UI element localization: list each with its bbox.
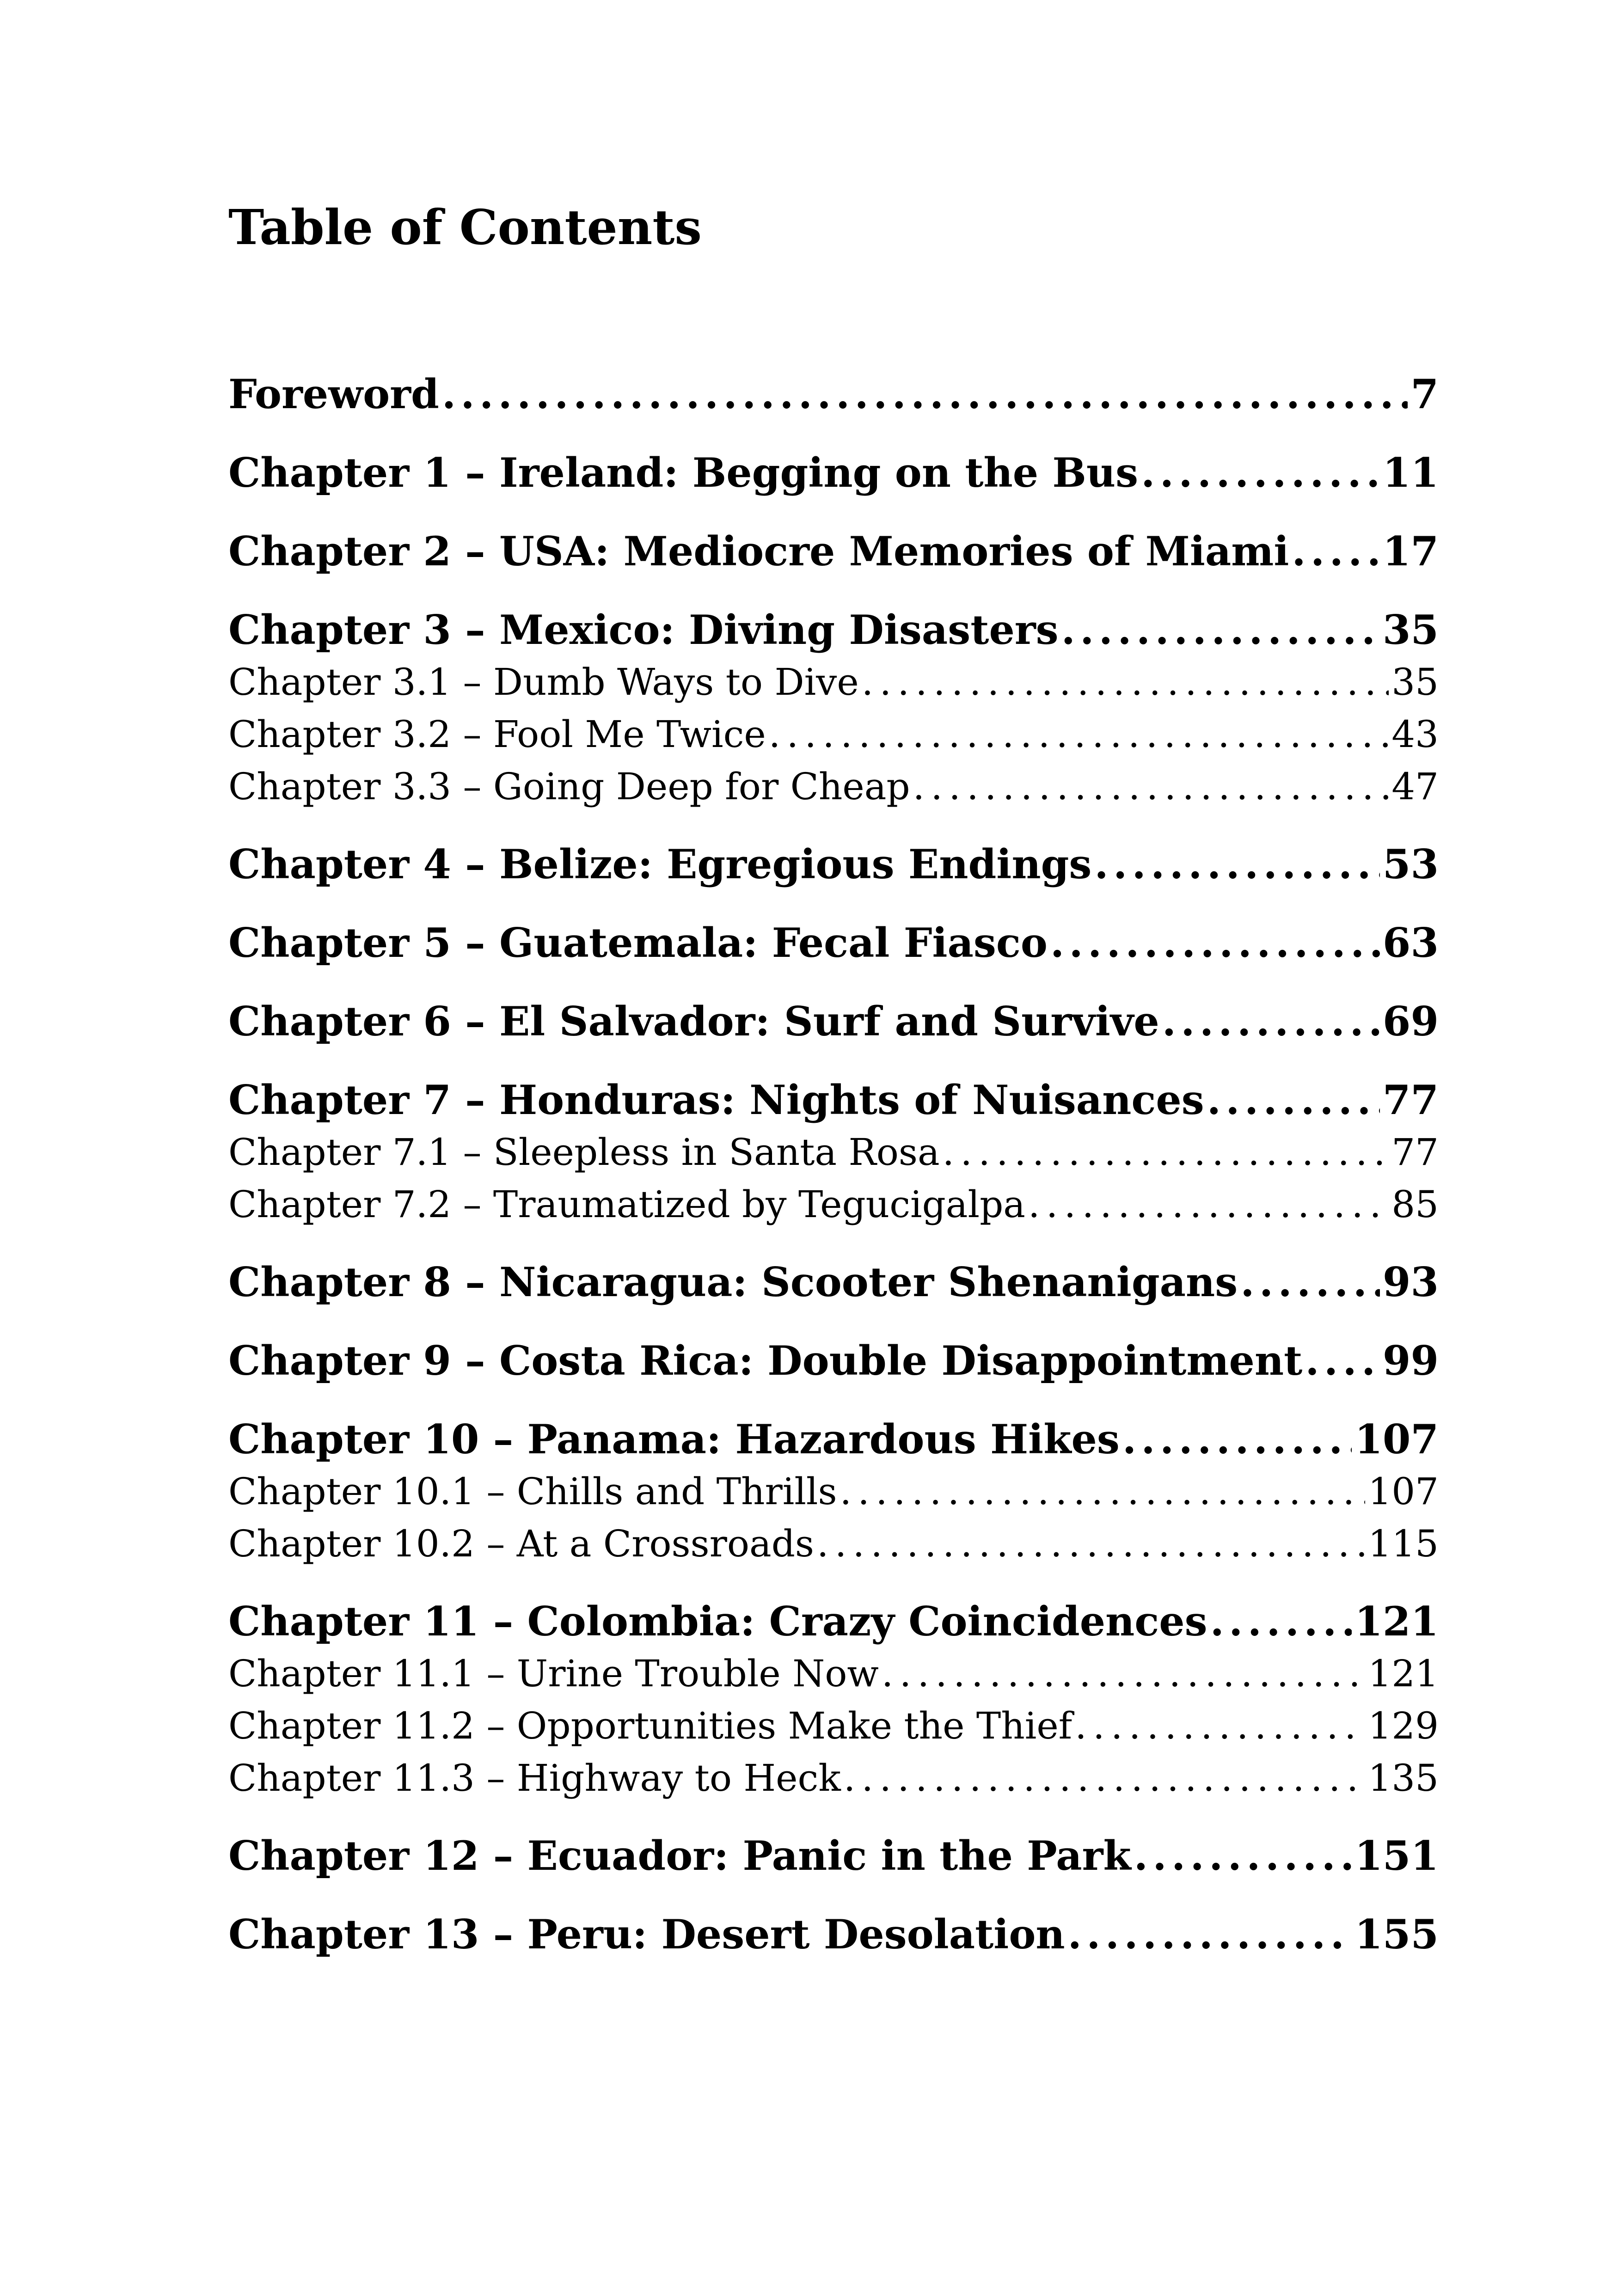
toc-entry-page: 43 [1391,713,1439,756]
toc-subentry [228,656,1439,708]
toc-subentry [228,1648,1439,1700]
toc-entry [228,521,1439,582]
toc-entry-title: Chapter 7.2 – Traumatized by Tegucigalpa [228,1183,1025,1226]
toc-entry [228,600,1439,660]
toc-entry [228,1331,1439,1391]
dot-leader [1094,834,1380,894]
toc-entry [228,443,1439,503]
toc-entry-page: 129 [1368,1704,1439,1747]
toc-subentry [228,1179,1439,1231]
toc-entry-page: 17 [1382,527,1439,575]
toc-entry-title: Chapter 3.3 – Going Deep for Cheap [228,765,910,808]
toc-entry-page: 121 [1368,1652,1439,1695]
toc-entry-title: Chapter 11.1 – Urine Trouble Now [228,1652,879,1695]
toc-entry-page: 53 [1382,840,1439,888]
toc-entry-title: Chapter 9 – Costa Rica: Double Disappointment [228,1337,1303,1384]
dot-leader [817,1518,1365,1570]
toc-entry-page: 155 [1354,1910,1439,1958]
toc-subentry [228,761,1439,813]
toc-entry-title: Chapter 3.2 – Fool Me Twice [228,713,766,756]
dot-leader [1210,1592,1352,1652]
dot-leader [1141,443,1380,503]
toc-entry [228,1826,1439,1886]
toc-entry-page: 107 [1368,1470,1439,1513]
toc-entry [228,1904,1439,1965]
dot-leader [943,1127,1389,1178]
toc-subentry [228,1127,1439,1178]
dot-leader [1075,1700,1365,1752]
toc-entry [228,1252,1439,1312]
toc-entry-page: 35 [1391,661,1439,704]
toc-entry-page: 47 [1391,765,1439,808]
dot-leader [1305,1331,1380,1391]
dot-leader [1028,1179,1389,1231]
toc-entry-title: Chapter 10.2 – At a Crossroads [228,1522,814,1565]
toc-subentry [228,1700,1439,1752]
toc-entry-page: 115 [1368,1522,1439,1565]
toc-entry-title: Chapter 5 – Guatemala: Fecal Fiasco [228,919,1048,967]
toc-entry [228,834,1439,894]
toc-subentry [228,1518,1439,1570]
toc-subentry [228,1752,1439,1804]
dot-leader [844,1752,1365,1804]
toc-entry-page: 11 [1382,449,1439,496]
dot-leader [1162,992,1380,1052]
toc-entry-title: Chapter 4 – Belize: Egregious Endings [228,840,1092,888]
toc-entry-page: 121 [1354,1598,1439,1645]
toc-entry-page: 107 [1354,1415,1439,1463]
toc-entry-page: 77 [1382,1076,1439,1124]
toc-entry-title: Chapter 11.2 – Opportunities Make the Thief [228,1704,1073,1747]
toc-subentry [228,709,1439,760]
dot-leader [1068,1904,1352,1965]
dot-leader [840,1466,1366,1518]
dot-leader [1207,1070,1380,1130]
toc-entry-title: Chapter 11.3 – Highway to Heck [228,1757,841,1800]
toc-entry-title: Chapter 13 – Peru: Desert Desolation [228,1910,1065,1958]
dot-leader [862,656,1389,708]
toc-entry [228,1409,1439,1469]
toc-entry-title: Chapter 12 – Ecuador: Panic in the Park [228,1832,1131,1880]
toc-entry-page: 69 [1382,998,1439,1045]
toc-entry [228,992,1439,1052]
toc-entry-title: Chapter 1 – Ireland: Begging on the Bus [228,449,1139,496]
dot-leader [1061,600,1380,660]
dot-leader [1240,1252,1380,1312]
dot-leader [1122,1409,1352,1469]
toc-entry-page: 63 [1382,919,1439,967]
dot-leader [1292,521,1380,582]
toc-entry-page: 151 [1354,1832,1439,1880]
toc-entry [228,913,1439,973]
dot-leader [913,761,1389,813]
toc-entry [228,1070,1439,1130]
toc-entry-title: Chapter 7.1 – Sleepless in Santa Rosa [228,1131,940,1174]
page-title: Table of Contents [228,199,702,256]
dot-leader [882,1648,1365,1700]
dot-leader [769,709,1389,760]
toc-entry [228,364,1439,424]
toc-entry-title: Chapter 6 – El Salvador: Surf and Survive [228,998,1159,1045]
toc-entry [228,1592,1439,1652]
toc-entry-title: Foreword [228,370,439,418]
toc-entry-title: Chapter 10.1 – Chills and Thrills [228,1470,837,1513]
toc-entry-title: Chapter 3 – Mexico: Diving Disasters [228,606,1059,654]
toc-entry-title: Chapter 2 – USA: Mediocre Memories of Miami [228,527,1289,575]
toc-entry-title: Chapter 10 – Panama: Hazardous Hikes [228,1415,1120,1463]
dot-leader [442,364,1408,424]
dot-leader [1050,913,1380,973]
toc-entry-title: Chapter 3.1 – Dumb Ways to Dive [228,661,859,704]
dot-leader [1134,1826,1352,1886]
toc-entry-page: 35 [1382,606,1439,654]
toc-entry-page: 99 [1382,1337,1439,1384]
toc-entry-page: 77 [1391,1131,1439,1174]
toc-entry-page: 85 [1391,1183,1439,1226]
toc-subentry [228,1466,1439,1518]
toc-entry-title: Chapter 8 – Nicaragua: Scooter Shenanigans [228,1258,1238,1306]
toc-entry-title: Chapter 7 – Honduras: Nights of Nuisances [228,1076,1204,1124]
toc-entry-title: Chapter 11 – Colombia: Crazy Coincidences [228,1598,1207,1645]
toc-entry-page: 7 [1410,370,1439,418]
toc-entry-page: 135 [1368,1757,1439,1800]
toc-entry-page: 93 [1382,1258,1439,1306]
